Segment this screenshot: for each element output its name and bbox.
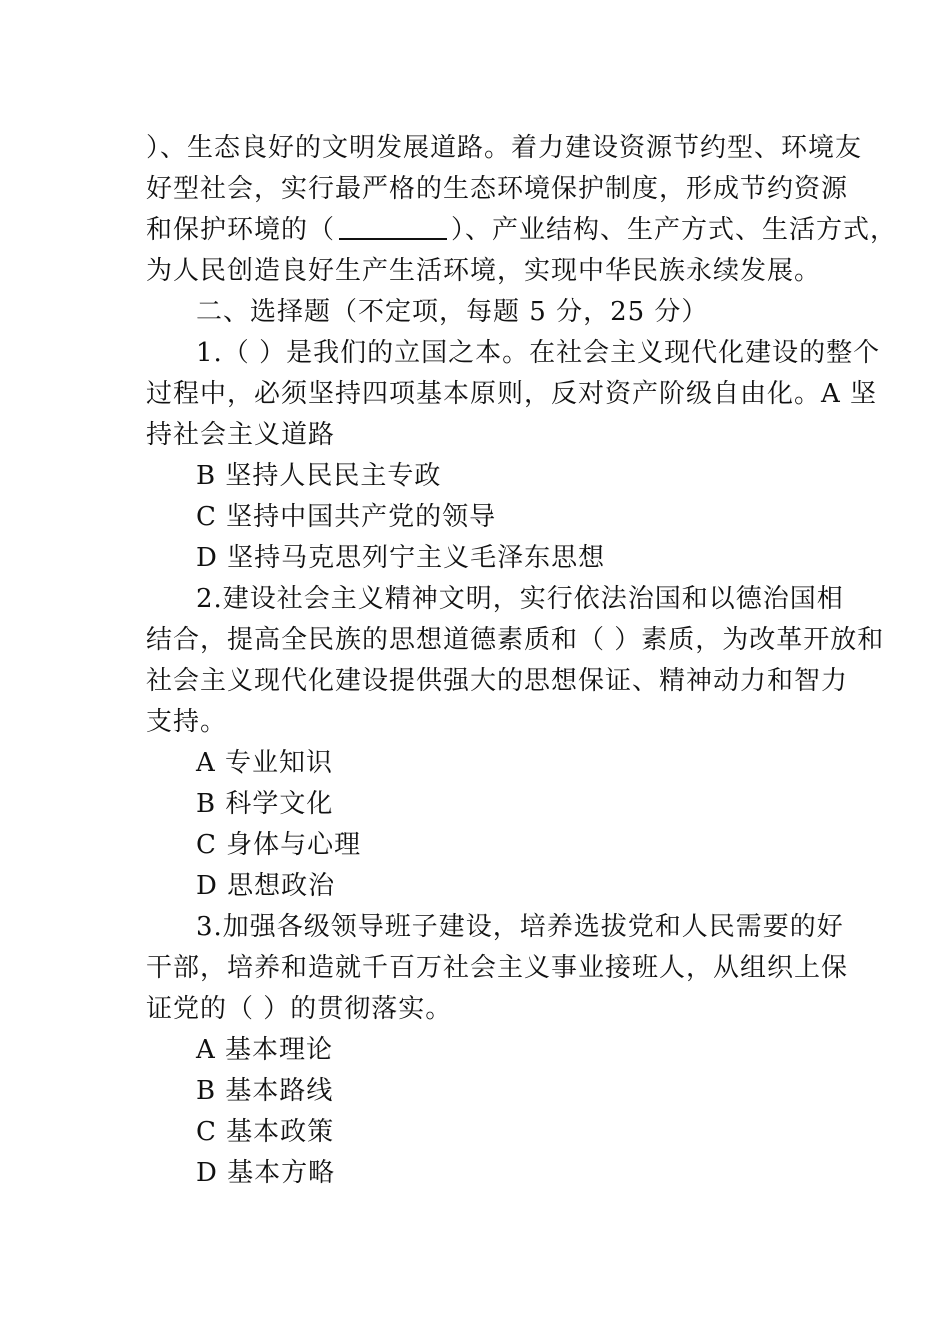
question-1-line-3: 持社会主义道路 (146, 420, 336, 450)
intro-line-3-before: 和保护环境的（ (146, 215, 336, 245)
question-2-line-1: 2.建设社会主义精神文明，实行依法治国和以德治国相 (196, 584, 844, 614)
question-3-option-a: A 基本理论 (196, 1035, 334, 1065)
question-3-line-3: 证党的（ ）的贯彻落实。 (146, 994, 453, 1024)
question-2-option-d: D 思想政治 (196, 871, 336, 901)
question-3-option-b: B 基本路线 (196, 1076, 334, 1106)
intro-line-3-after: ）、产业结构、生产方式、生活方式， (451, 215, 898, 245)
intro-line-4: 为人民创造良好生产生活环境，实现中华民族永续发展。 (146, 256, 822, 286)
question-1-option-c: C 坚持中国共产党的领导 (196, 502, 497, 532)
fill-in-blank (339, 214, 447, 240)
question-2-line-2: 结合，提高全民族的思想道德素质和（ ）素质，为改革开放和 (146, 625, 885, 655)
intro-line-3 (146, 210, 898, 251)
question-3-option-d: D 基本方略 (196, 1158, 336, 1188)
section-heading: 二、选择题（不定项，每题 5 分，25 分） (196, 297, 709, 327)
question-1-option-d: D 坚持马克思列宁主义毛泽东思想 (196, 543, 606, 573)
question-2-option-b: B 科学文化 (196, 789, 334, 819)
question-1-option-b: B 坚持人民民主专政 (196, 461, 442, 491)
question-2-line-3: 社会主义现代化建设提供强大的思想保证、精神动力和智力 (146, 666, 849, 696)
question-2-option-c: C 身体与心理 (196, 830, 362, 860)
document-body (146, 128, 898, 1194)
question-2-line-4: 支持。 (146, 707, 228, 737)
question-3-line-2: 干部，培养和造就千百万社会主义事业接班人，从组织上保 (146, 953, 849, 983)
question-1-line-2: 过程中，必须坚持四项基本原则，反对资产阶级自由化。A 坚 (146, 379, 878, 409)
intro-line-1: ）、生态良好的文明发展道路。着力建设资源节约型、环境友 (146, 133, 863, 163)
question-1-line-1: 1.（ ）是我们的立国之本。在社会主义现代化建设的整个 (196, 338, 881, 368)
question-3-line-1: 3.加强各级领导班子建设，培养选拔党和人民需要的好 (196, 912, 844, 942)
question-3-option-c: C 基本政策 (196, 1117, 335, 1147)
intro-line-2: 好型社会，实行最严格的生态环境保护制度，形成节约资源 (146, 174, 849, 204)
question-2-option-a: A 专业知识 (196, 748, 334, 778)
